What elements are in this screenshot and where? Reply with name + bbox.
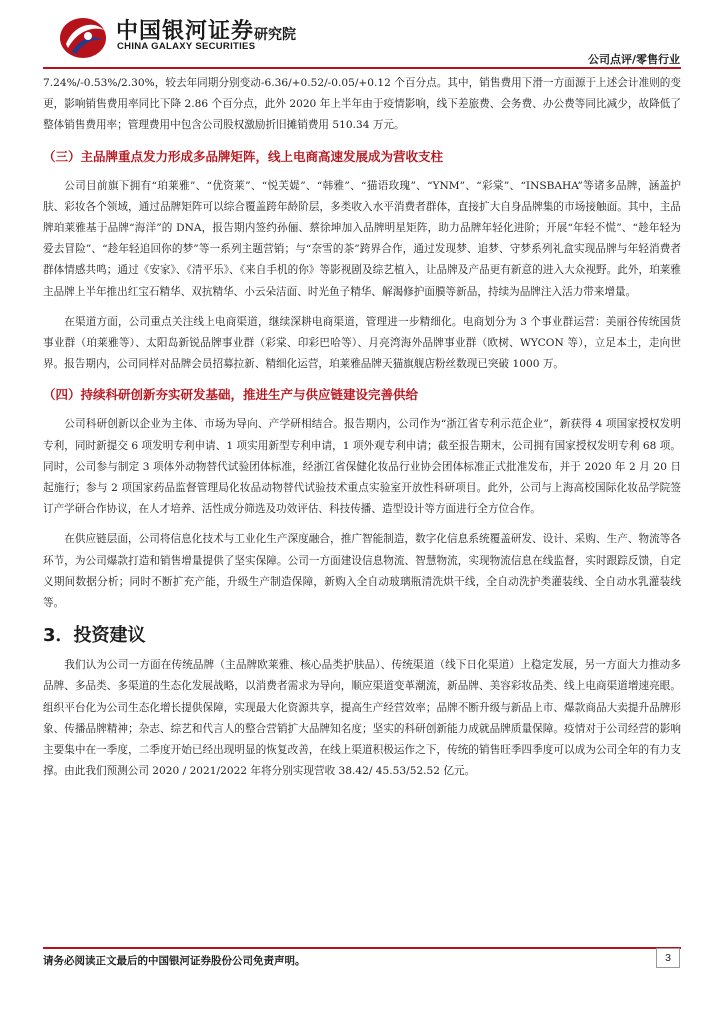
report-category: 公司点评/零售行业 <box>587 53 680 66</box>
section-4-paragraph-2: 在供应链层面，公司将信息化技术与工业化生产深度融合，推广智能制造，数字化信息系统覆盖研发、设计、采购、生产、物流等各环节，为公司爆款打造和销售增量提供了坚实保障。公司一方面建设信息物流、智慧物流，实现物流信息在线监督，实时跟踪反馈，自定义期间数据分析；同时不断扩充产能，升级生产制造保障，新购入全自动玻璃瓶清洗烘干线，全自动洗护类灌装线、全自动水乳灌装线等。 <box>43 533 681 610</box>
section-4-paragraph-1: 公司科研创新以企业为主体、市场为导向、产学研相结合。报告期内，公司作为“浙江省专利示范企业”，新获得 4 项国家授权发明专利，同时新提交 6 项发明专利申请、1 项实用新型专利申请，1 项外观专利申请；截至报告期末，公司拥有国家授权发明专利 68 项。同时，公司参与制定 3 项体外动物替代试验团体标准，经浙江省保健化妆品行业协会团体标准正式批准发布，并于 2020 年 2 月 20 日起施行；参与 2 项国家药品监督管理局化妆品动物替代试验技术重点实验室开放性科研项目。此外，公司与上海高校国际化妆品学院签订产学研合作协议，在人才培养、活性成分筛选及功效评估、科技传播、造型设计等方面进行全方位合作。 <box>43 418 681 516</box>
header-divider <box>43 67 681 69</box>
section-3-paragraph-2: 在渠道方面，公司重点关注线上电商渠道，继续深耕电商渠道，管理进一步精细化。电商划分为 3 个事业群运营：美丽谷传统国货事业群（珀莱雅等）、太阳岛新锐品牌事业群（彩棠、印彩巴哈等）、月亮湾海外品牌事业群（欧树、WYCON 等），立足本土，走向世界。报告期内，公司同样对品牌会员招募拉新、精细化运营，珀莱雅品牌天猫旗舰店粉丝数现已突破 1000 万。 <box>43 315 681 371</box>
section-4-heading: （四）持续科研创新夯实研发基础，推进生产与供应链建设完善供给 <box>43 387 419 403</box>
section-3-paragraph-1: 公司目前旗下拥有“珀莱雅”、“优资莱”、“悦芙媞”、“韩雅”、“猫语玫瑰”、“YNM”、“彩棠”、“INSBAHA”等诸多品牌，涵盖护肤、彩妆各个领域，通过品牌矩阵可以综合覆盖跨年龄阶层，多类收入水平消费者群体，直接扩大自身品牌集的市场接触面。其中，主品牌珀莱雅基于品牌“海洋”的 DNA，报告期内签约孙俪、蔡徐坤加入品牌明星矩阵，助力品牌年轻化进阶；开展“年轻不慌”、“趁年轻为爱去冒险”、“趁年轻追回你的梦”等一系列主题营销；与“奈雪的茶”跨界合作，通过发现梦、追梦、守梦系列礼盒实现品牌与年轻消费者群体情感共鸣；通过《安家》、《清平乐》、《来自手机的你》等影视剧及综艺植入，让品牌及产品更有新意的进入大众视野。此外，珀莱雅主品牌上半年推出红宝石精华、双抗精华、小云朵洁面、时光鱼子精华、解渴修护面膜等新品，持续为品牌注入活力带来增量。 <box>43 179 681 298</box>
footer-divider <box>43 947 681 949</box>
logo-english-name: CHINA GALAXY SECURITIES <box>117 41 256 52</box>
investment-advice-paragraph: 我们认为公司一方面在传统品牌（主品牌欧莱雅、核心品类护肤品）、传统渠道（线下日化渠道）上稳定发展，另一方面大力推动多品牌、多品类、多渠道的生态化发展战略，以消费者需求为导向，顺应渠道变革潮流，新品牌、美容彩妆品类、线上电商渠道增速亮眼。组织平台化为公司生态化增长提供保障，实现最大化资源共享，提高生产经营效率；品牌不断升级与新品上市、爆款商品大卖提升品牌形象、传播品牌精神；杂志、综艺和代言人的整合营销扩大品牌知名度；坚实的科研创新能力成就品牌质量保障。疫情对于公司经营的影响主要集中在一季度，二季度开始已经出现明显的恢复改善，在线上渠道积极运作之下，传统的销售旺季四季度可以成为公司全年的有力支撑。由此我们预测公司 2020 / 2021/2022 年将分别实现营收 38.42/ 45.53/52.52 亿元。 <box>43 659 681 778</box>
main-content <box>43 73 681 791</box>
investment-advice-heading: 3．投资建议 <box>43 625 146 647</box>
page-header <box>0 0 724 72</box>
page-number: 3 <box>656 948 680 968</box>
intro-paragraph: 7.24%/-0.53%/2.30%，较去年同期分别变动-6.36/+0.52/-0.05/+0.12 个百分点。其中，销售费用下滑一方面源于上述会计准则的变更，影响销售费用率同比下降 2.86 个百分点，此外 2020 年上半年由于疫情影响，线下差旅费、会务费、办公费等同比减少，故降低了整体销售费用率；管理费用中包含公司股权激励折旧摊销费用 510.34 万元。 <box>43 77 681 132</box>
galaxy-logo-icon <box>58 14 108 60</box>
section-3-heading: （三）主品牌重点发力形成多品牌矩阵，线上电商高速发展成为营收支柱 <box>43 148 444 164</box>
institute-label: 研究院 <box>254 27 296 43</box>
logo-chinese-name: 中国银河证券 <box>116 19 255 44</box>
disclaimer-notice: 请务必阅读正文最后的中国银河证券股份公司免责声明。 <box>43 955 306 967</box>
